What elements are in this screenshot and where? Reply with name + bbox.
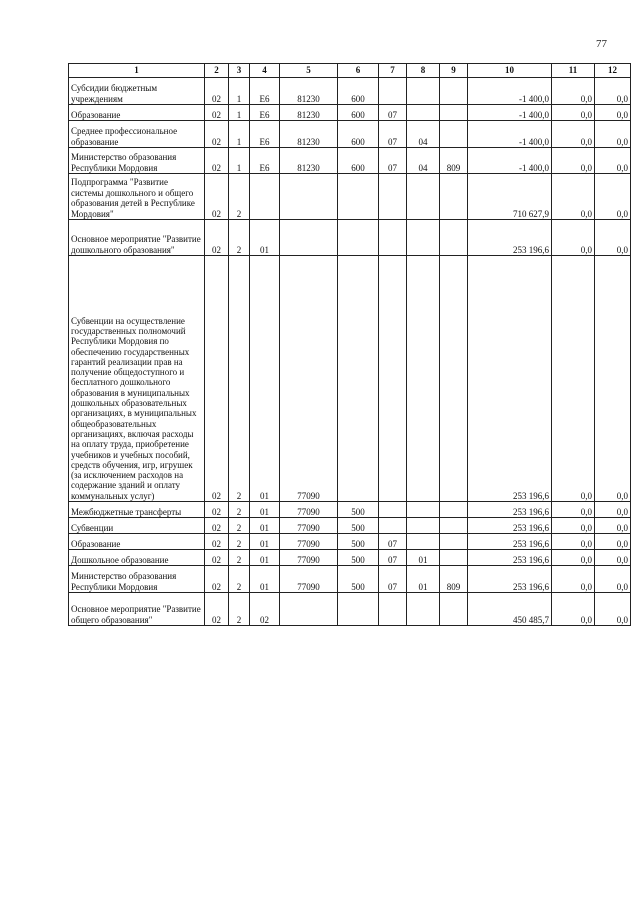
code-cell: Е6 xyxy=(250,148,280,174)
code-cell: 81230 xyxy=(280,148,338,174)
amount-cell: 0,0 xyxy=(595,174,631,220)
amount-cell: 0,0 xyxy=(552,550,595,566)
column-header: 8 xyxy=(407,64,440,78)
code-cell xyxy=(407,105,440,121)
code-cell xyxy=(379,518,407,534)
code-cell xyxy=(280,593,338,626)
code-cell xyxy=(440,78,468,105)
amount-cell: 0,0 xyxy=(595,220,631,256)
code-cell xyxy=(280,220,338,256)
code-cell xyxy=(407,174,440,220)
code-cell: 1 xyxy=(229,105,250,121)
table-row xyxy=(69,256,631,502)
amount-cell: 0,0 xyxy=(552,502,595,518)
code-cell: 02 xyxy=(205,78,229,105)
code-cell: 02 xyxy=(205,148,229,174)
row-name-cell: Образование xyxy=(69,105,205,121)
row-name-cell: Основное мероприятие "Развитие дошкольного образования" xyxy=(69,220,205,256)
table-row xyxy=(69,502,631,518)
code-cell xyxy=(379,220,407,256)
column-header: 4 xyxy=(250,64,280,78)
amount-cell: 0,0 xyxy=(595,256,631,502)
amount-cell: 0,0 xyxy=(595,550,631,566)
code-cell: 77090 xyxy=(280,566,338,593)
amount-cell: 0,0 xyxy=(552,148,595,174)
code-cell: 81230 xyxy=(280,78,338,105)
code-cell xyxy=(379,174,407,220)
column-header: 2 xyxy=(205,64,229,78)
amount-cell: 0,0 xyxy=(595,105,631,121)
table-row xyxy=(69,174,631,220)
amount-cell: 0,0 xyxy=(552,593,595,626)
code-cell xyxy=(407,534,440,550)
amount-cell: 0,0 xyxy=(595,566,631,593)
amount-cell: 0,0 xyxy=(552,174,595,220)
code-cell xyxy=(440,105,468,121)
amount-cell: 253 196,6 xyxy=(468,220,552,256)
code-cell: 02 xyxy=(250,593,280,626)
amount-cell: 0,0 xyxy=(552,78,595,105)
code-cell: 04 xyxy=(407,121,440,148)
code-cell: Е6 xyxy=(250,121,280,148)
row-name-cell: Образование xyxy=(69,534,205,550)
code-cell xyxy=(407,502,440,518)
amount-cell: 0,0 xyxy=(552,534,595,550)
code-cell xyxy=(379,593,407,626)
table-row xyxy=(69,78,631,105)
code-cell: 01 xyxy=(250,534,280,550)
column-header: 9 xyxy=(440,64,468,78)
code-cell: 02 xyxy=(205,256,229,502)
code-cell xyxy=(379,502,407,518)
code-cell: 77090 xyxy=(280,550,338,566)
code-cell: 01 xyxy=(407,550,440,566)
amount-cell: 253 196,6 xyxy=(468,256,552,502)
code-cell xyxy=(440,220,468,256)
code-cell: 04 xyxy=(407,148,440,174)
code-cell: 600 xyxy=(338,105,379,121)
row-name-cell: Министерство образования Республики Мордовия xyxy=(69,148,205,174)
code-cell: 600 xyxy=(338,148,379,174)
amount-cell: 0,0 xyxy=(595,518,631,534)
column-header: 10 xyxy=(468,64,552,78)
code-cell: 2 xyxy=(229,518,250,534)
row-name-cell: Дошкольное образование xyxy=(69,550,205,566)
amount-cell: 0,0 xyxy=(595,534,631,550)
code-cell xyxy=(338,220,379,256)
amount-cell: 0,0 xyxy=(595,502,631,518)
amount-cell: 450 485,7 xyxy=(468,593,552,626)
code-cell: Е6 xyxy=(250,105,280,121)
row-name-cell: Субвенции на осуществление государственных полномочий Республики Мордовия по обеспечению государственных гарантий реализации прав на получение общедоступного и бесплатного дошкольного образования в муниципальных дошкольных образовательных организациях, в муниципальных общеобразовательных организациях, включая расходы на оплату труда, приобретение учебников и учебных пособий, средств обучения, игр, игрушек (за исключением расходов на содержание зданий и оплату коммунальных услуг) xyxy=(69,256,205,502)
code-cell: 01 xyxy=(250,550,280,566)
code-cell xyxy=(440,518,468,534)
amount-cell: 0,0 xyxy=(552,220,595,256)
code-cell: 02 xyxy=(205,220,229,256)
code-cell: 02 xyxy=(205,105,229,121)
code-cell: 77090 xyxy=(280,534,338,550)
code-cell: 500 xyxy=(338,566,379,593)
row-name-cell: Подпрограмма "Развитие системы дошкольного и общего образования детей в Республике Мордовия" xyxy=(69,174,205,220)
table-header-row xyxy=(69,64,631,78)
code-cell: 02 xyxy=(205,534,229,550)
code-cell xyxy=(338,593,379,626)
code-cell xyxy=(379,78,407,105)
table-row xyxy=(69,121,631,148)
code-cell: 500 xyxy=(338,518,379,534)
code-cell xyxy=(440,534,468,550)
code-cell: 02 xyxy=(205,550,229,566)
code-cell xyxy=(440,174,468,220)
code-cell: 77090 xyxy=(280,518,338,534)
amount-cell: 0,0 xyxy=(595,121,631,148)
code-cell: 01 xyxy=(250,566,280,593)
code-cell: 2 xyxy=(229,256,250,502)
table-row xyxy=(69,550,631,566)
code-cell: 02 xyxy=(205,502,229,518)
amount-cell: 0,0 xyxy=(552,518,595,534)
code-cell: 2 xyxy=(229,566,250,593)
column-header: 12 xyxy=(595,64,631,78)
code-cell: 07 xyxy=(379,121,407,148)
row-name-cell: Межбюджетные трансферты xyxy=(69,502,205,518)
code-cell: 07 xyxy=(379,534,407,550)
column-header: 11 xyxy=(552,64,595,78)
amount-cell: 0,0 xyxy=(552,256,595,502)
code-cell xyxy=(407,78,440,105)
amount-cell: 0,0 xyxy=(552,566,595,593)
code-cell xyxy=(338,256,379,502)
code-cell: 2 xyxy=(229,502,250,518)
table-row xyxy=(69,148,631,174)
code-cell: 01 xyxy=(407,566,440,593)
code-cell: 809 xyxy=(440,148,468,174)
code-cell: 77090 xyxy=(280,256,338,502)
code-cell: 01 xyxy=(250,220,280,256)
amount-cell: 253 196,6 xyxy=(468,534,552,550)
code-cell xyxy=(440,502,468,518)
code-cell: 500 xyxy=(338,550,379,566)
code-cell: 1 xyxy=(229,78,250,105)
code-cell: 02 xyxy=(205,518,229,534)
amount-cell: 0,0 xyxy=(552,105,595,121)
code-cell: 2 xyxy=(229,174,250,220)
code-cell: 02 xyxy=(205,593,229,626)
column-header: 3 xyxy=(229,64,250,78)
code-cell xyxy=(407,220,440,256)
code-cell: 02 xyxy=(205,174,229,220)
code-cell: 2 xyxy=(229,220,250,256)
amount-cell: 0,0 xyxy=(595,78,631,105)
column-header: 7 xyxy=(379,64,407,78)
code-cell: 500 xyxy=(338,534,379,550)
code-cell xyxy=(250,174,280,220)
row-name-cell: Субвенции xyxy=(69,518,205,534)
code-cell xyxy=(440,593,468,626)
code-cell xyxy=(407,593,440,626)
code-cell: 07 xyxy=(379,550,407,566)
code-cell: 01 xyxy=(250,518,280,534)
table-row xyxy=(69,566,631,593)
amount-cell: 710 627,9 xyxy=(468,174,552,220)
table-row xyxy=(69,105,631,121)
code-cell xyxy=(379,256,407,502)
table-row xyxy=(69,518,631,534)
code-cell: 01 xyxy=(250,502,280,518)
code-cell xyxy=(338,174,379,220)
amount-cell: 253 196,6 xyxy=(468,566,552,593)
code-cell: 809 xyxy=(440,566,468,593)
code-cell: 600 xyxy=(338,78,379,105)
code-cell: 07 xyxy=(379,105,407,121)
budget-table xyxy=(68,63,631,626)
amount-cell: 253 196,6 xyxy=(468,518,552,534)
code-cell xyxy=(440,550,468,566)
amount-cell: 0,0 xyxy=(595,593,631,626)
code-cell: 07 xyxy=(379,148,407,174)
column-header: 1 xyxy=(69,64,205,78)
code-cell: 77090 xyxy=(280,502,338,518)
code-cell: 2 xyxy=(229,534,250,550)
code-cell: 1 xyxy=(229,148,250,174)
code-cell xyxy=(440,256,468,502)
amount-cell: 0,0 xyxy=(595,148,631,174)
code-cell: 01 xyxy=(250,256,280,502)
table-row xyxy=(69,593,631,626)
row-name-cell: Министерство образования Республики Мордовия xyxy=(69,566,205,593)
amount-cell: 253 196,6 xyxy=(468,502,552,518)
code-cell: 02 xyxy=(205,566,229,593)
code-cell: 81230 xyxy=(280,121,338,148)
row-name-cell: Среднее профессиональное образование xyxy=(69,121,205,148)
row-name-cell: Субсидии бюджетным учреждениям xyxy=(69,78,205,105)
code-cell xyxy=(280,174,338,220)
amount-cell: -1 400,0 xyxy=(468,121,552,148)
code-cell xyxy=(407,518,440,534)
code-cell: 02 xyxy=(205,121,229,148)
code-cell: 07 xyxy=(379,566,407,593)
row-name-cell: Основное мероприятие "Развитие общего образования" xyxy=(69,593,205,626)
amount-cell: -1 400,0 xyxy=(468,105,552,121)
amount-cell: 0,0 xyxy=(552,121,595,148)
table-row xyxy=(69,534,631,550)
code-cell: 500 xyxy=(338,502,379,518)
code-cell: 2 xyxy=(229,550,250,566)
amount-cell: -1 400,0 xyxy=(468,148,552,174)
code-cell: 2 xyxy=(229,593,250,626)
code-cell xyxy=(407,256,440,502)
code-cell: 1 xyxy=(229,121,250,148)
page-number: 77 xyxy=(596,38,607,50)
amount-cell: 253 196,6 xyxy=(468,550,552,566)
table-row xyxy=(69,220,631,256)
code-cell: Е6 xyxy=(250,78,280,105)
column-header: 5 xyxy=(280,64,338,78)
code-cell xyxy=(440,121,468,148)
amount-cell: -1 400,0 xyxy=(468,78,552,105)
code-cell: 600 xyxy=(338,121,379,148)
code-cell: 81230 xyxy=(280,105,338,121)
column-header: 6 xyxy=(338,64,379,78)
